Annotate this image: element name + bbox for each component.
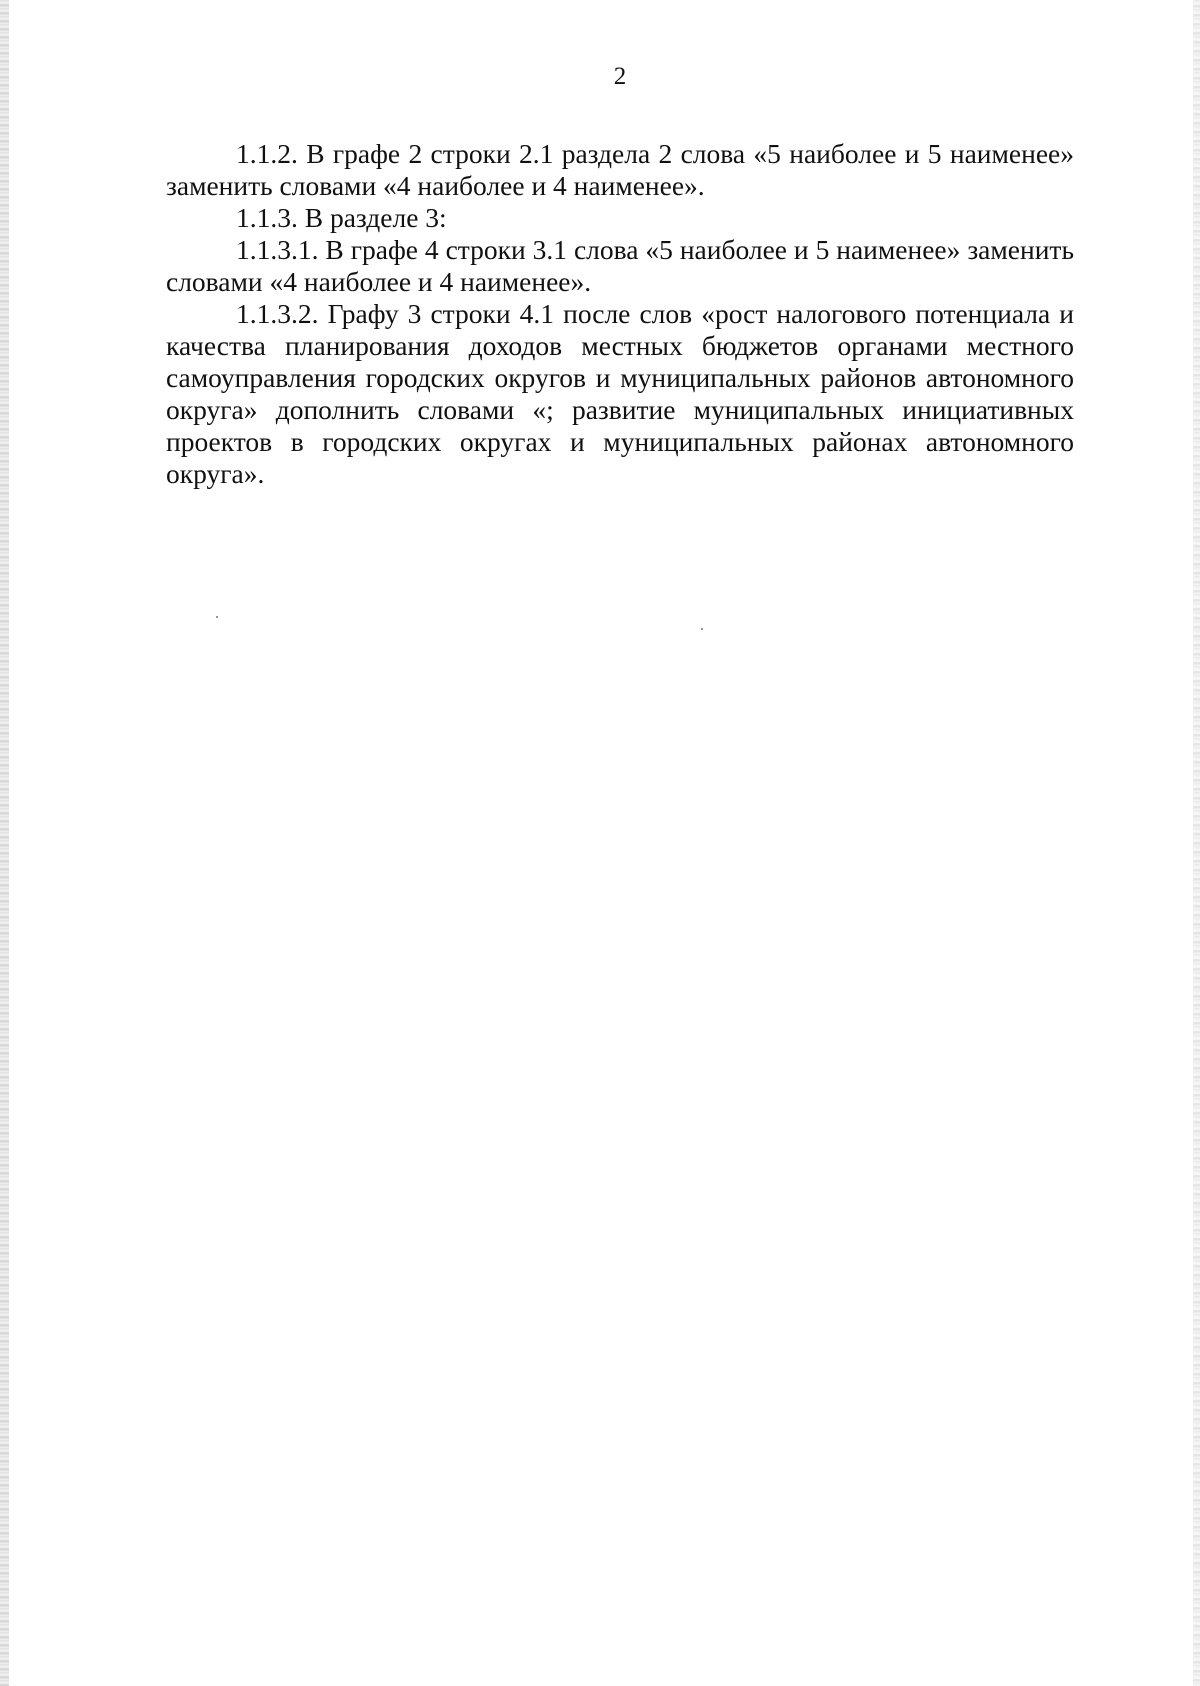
paragraph-1-1-2: 1.1.2. В графе 2 строки 2.1 раздела 2 слова «5 наиболее и 5 наименее» заменить словами «4 наиболее и 4 наименее». — [166, 138, 1074, 201]
paragraph-1-1-3-2: 1.1.3.2. Графу 3 строки 4.1 после слов «рост налогового потенциала и качества планирования доходов местных бюджетов органами местного самоуправления городских округов и муниципальных районов автономного округа» дополнить словами «; развитие муниципальных инициативных проектов в городских округах и муниципальных районах автономного округа». — [166, 298, 1074, 489]
paragraph-1-1-3-1: 1.1.3.1. В графе 4 строки 3.1 слова «5 наиболее и 5 наименее» заменить словами «4 наиболее и 4 наименее». — [166, 234, 1074, 297]
scan-left-edge — [0, 0, 9, 1686]
scan-speck — [701, 628, 703, 630]
paragraph-1-1-3: 1.1.3. В разделе 3: — [236, 202, 447, 233]
document-body — [166, 138, 1074, 490]
scan-right-edge — [1193, 0, 1200, 1686]
page-number: 2 — [613, 63, 627, 90]
scan-speck — [216, 616, 218, 618]
